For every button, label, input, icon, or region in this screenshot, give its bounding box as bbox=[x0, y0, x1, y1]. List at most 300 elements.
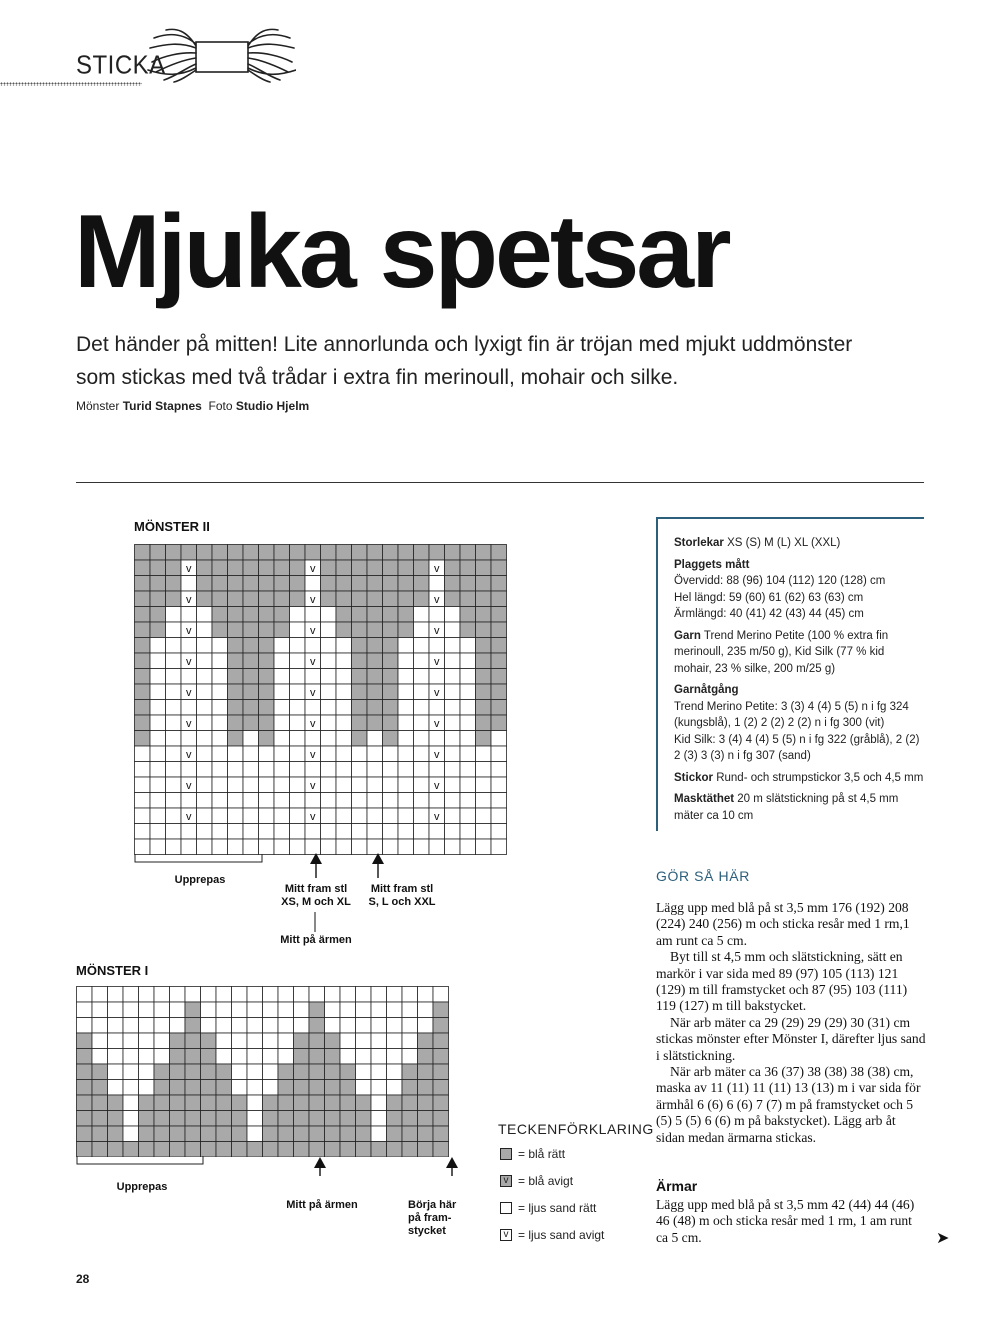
chart-cell bbox=[197, 622, 213, 638]
chart-cell bbox=[336, 576, 352, 592]
chart-cell bbox=[278, 987, 294, 1003]
chart-cell bbox=[228, 746, 244, 762]
chart-cell bbox=[228, 777, 244, 793]
chart-cell bbox=[398, 777, 414, 793]
chart-cell bbox=[414, 808, 430, 824]
chart-cell bbox=[367, 824, 383, 840]
chart-cell bbox=[150, 715, 166, 731]
chart2-label-b-line2: S, L och XXL bbox=[368, 896, 436, 908]
chart-cell bbox=[325, 1111, 341, 1127]
chart-cell bbox=[216, 1095, 232, 1111]
chart-cell bbox=[243, 777, 259, 793]
chart-cell bbox=[243, 607, 259, 623]
chart-cell bbox=[383, 700, 399, 716]
chart-cell bbox=[460, 560, 476, 576]
chart-cell bbox=[476, 545, 492, 561]
chart-cell bbox=[352, 607, 368, 623]
chart-cell bbox=[263, 1080, 279, 1096]
chart-cell bbox=[433, 1111, 449, 1127]
chart-cell bbox=[387, 1049, 403, 1065]
chart-cell bbox=[294, 1126, 310, 1142]
chart-cell bbox=[232, 1018, 248, 1034]
chart-cell bbox=[383, 731, 399, 747]
chart-cell bbox=[150, 684, 166, 700]
chart-cell bbox=[247, 1095, 263, 1111]
chart-cell bbox=[150, 777, 166, 793]
chart-cell bbox=[278, 1080, 294, 1096]
chart-cell bbox=[201, 1064, 217, 1080]
chart-cell bbox=[352, 777, 368, 793]
chart-cell bbox=[309, 1095, 325, 1111]
chart1-label-start-line2: på fram- bbox=[408, 1212, 452, 1224]
photo-label: Foto bbox=[208, 399, 233, 413]
chart-cell bbox=[232, 1111, 248, 1127]
chart-cell bbox=[321, 793, 337, 809]
chart-cell bbox=[108, 1002, 124, 1018]
chart-cell bbox=[367, 700, 383, 716]
chart-cell bbox=[243, 808, 259, 824]
chart-cell bbox=[367, 793, 383, 809]
chart-cell bbox=[123, 1126, 139, 1142]
chart-cell bbox=[123, 1033, 139, 1049]
chart-cell bbox=[402, 1111, 418, 1127]
chart-cell bbox=[108, 1049, 124, 1065]
chart-cell bbox=[92, 1095, 108, 1111]
consumption-line: Trend Merino Petite: 3 (3) 4 (4) 5 (5) n i fg 324 (kungsblå), 1 (2) 2 (2) 2 (2) n i fg 300 (vit) bbox=[674, 700, 909, 729]
pattern-author: Turid Stapnes bbox=[122, 399, 202, 413]
chart-cell bbox=[429, 762, 445, 778]
chart-cell bbox=[433, 1080, 449, 1096]
chart-cell bbox=[491, 762, 507, 778]
chart-cell bbox=[232, 987, 248, 1003]
howto-paragraph: När arb mäter ca 36 (37) 38 (38) 38 (38) cm, maska av 11 (11) 11 (11) 13 (13) m i var sida för ärmhål 6 (6) 6 (6) 7 (7) m på framstycket och 5 (5) 5 (5) 6 (6) m på bakstycket). Lägg arb åt sidan medan ärmarna stickas. bbox=[656, 1064, 921, 1145]
chart-cell bbox=[414, 777, 430, 793]
chart-cell bbox=[212, 622, 228, 638]
howto-title: GÖR SÅ HÄR bbox=[656, 868, 750, 884]
chart-cell bbox=[321, 824, 337, 840]
chart-cell bbox=[414, 607, 430, 623]
chart-cell bbox=[414, 715, 430, 731]
chart-cell bbox=[150, 669, 166, 685]
chart-cell bbox=[290, 576, 306, 592]
chart-cell bbox=[402, 1064, 418, 1080]
chart-cell bbox=[154, 1018, 170, 1034]
chart-cell bbox=[336, 746, 352, 762]
chart-cell bbox=[77, 1095, 93, 1111]
chart-cell bbox=[402, 1095, 418, 1111]
chart-cell bbox=[77, 1002, 93, 1018]
chart-cell bbox=[367, 808, 383, 824]
chart-cell bbox=[290, 545, 306, 561]
chart-cell bbox=[216, 1002, 232, 1018]
chart-cell bbox=[216, 1126, 232, 1142]
chart-cell bbox=[228, 824, 244, 840]
chart-cell bbox=[371, 987, 387, 1003]
chart-cell bbox=[305, 638, 321, 654]
chart-cell bbox=[445, 545, 461, 561]
chart-cell bbox=[197, 777, 213, 793]
chart-cell bbox=[274, 777, 290, 793]
chart-cell bbox=[445, 808, 461, 824]
chart-cell bbox=[166, 560, 182, 576]
chart-cell bbox=[232, 1002, 248, 1018]
chart-cell bbox=[402, 1002, 418, 1018]
chart-cell bbox=[325, 1033, 341, 1049]
chart-cell bbox=[108, 1126, 124, 1142]
chart-cell bbox=[243, 746, 259, 762]
chart-cell bbox=[371, 1064, 387, 1080]
chart-cell bbox=[274, 793, 290, 809]
chart-cell bbox=[491, 715, 507, 731]
legend-item bbox=[500, 1147, 565, 1161]
chart-cell bbox=[336, 622, 352, 638]
chart-cell bbox=[185, 1049, 201, 1065]
chart-cell bbox=[243, 715, 259, 731]
chart-cell bbox=[212, 793, 228, 809]
chart-cell bbox=[212, 700, 228, 716]
purl-mark: v bbox=[186, 593, 192, 606]
chart-cell bbox=[491, 746, 507, 762]
pattern-label: Mönster bbox=[76, 399, 120, 413]
chart-cell bbox=[491, 669, 507, 685]
chart-cell bbox=[476, 808, 492, 824]
armar-title: Ärmar bbox=[656, 1178, 698, 1194]
chart-cell bbox=[212, 607, 228, 623]
chart-cell bbox=[290, 715, 306, 731]
purl-mark: v bbox=[434, 748, 440, 761]
chart-cell bbox=[325, 1002, 341, 1018]
howto-paragraph: Lägg upp med blå på st 3,5 mm 176 (192) 208 (224) 240 (256) m och sticka resår med 1 rm,1 am runt ca 5 cm. bbox=[656, 900, 910, 948]
chart-cell bbox=[170, 1064, 186, 1080]
chart-cell bbox=[166, 824, 182, 840]
chart-cell bbox=[201, 1049, 217, 1065]
chart-cell bbox=[429, 669, 445, 685]
chart-cell bbox=[247, 1033, 263, 1049]
chart-cell bbox=[476, 762, 492, 778]
chart-cell bbox=[321, 591, 337, 607]
arrow-up-icon bbox=[372, 853, 384, 864]
chart-cell bbox=[445, 731, 461, 747]
chart-cell bbox=[476, 560, 492, 576]
chart-cell bbox=[139, 1002, 155, 1018]
chart-cell bbox=[139, 987, 155, 1003]
chart-cell bbox=[274, 715, 290, 731]
chart-cell bbox=[433, 1018, 449, 1034]
chart-cell bbox=[418, 1033, 434, 1049]
chart-cell bbox=[150, 545, 166, 561]
chart-cell bbox=[476, 591, 492, 607]
chart-cell bbox=[371, 1033, 387, 1049]
chart-cell bbox=[294, 1095, 310, 1111]
chart-cell bbox=[232, 1080, 248, 1096]
chart-cell bbox=[228, 715, 244, 731]
chart-cell bbox=[418, 1080, 434, 1096]
chart-cell bbox=[433, 1064, 449, 1080]
chart-cell bbox=[491, 684, 507, 700]
chart-cell bbox=[154, 1111, 170, 1127]
chart-cell bbox=[305, 669, 321, 685]
chart-cell bbox=[356, 1111, 372, 1127]
chart-cell bbox=[166, 700, 182, 716]
chart-cell bbox=[356, 1018, 372, 1034]
purl-mark: v bbox=[310, 717, 316, 730]
chart-cell bbox=[371, 1002, 387, 1018]
chart-cell bbox=[278, 1018, 294, 1034]
chart-cell bbox=[197, 684, 213, 700]
chart-cell bbox=[290, 762, 306, 778]
chart-cell bbox=[352, 731, 368, 747]
chart-cell bbox=[181, 607, 197, 623]
measure-line: Hel längd: 59 (60) 61 (62) 63 (63) cm bbox=[674, 591, 864, 604]
chart-cell bbox=[77, 987, 93, 1003]
chart-cell bbox=[201, 1095, 217, 1111]
chart-cell bbox=[321, 653, 337, 669]
chart-cell bbox=[274, 576, 290, 592]
chart-cell bbox=[367, 622, 383, 638]
chart-cell bbox=[398, 824, 414, 840]
chart-cell bbox=[445, 622, 461, 638]
chart-cell bbox=[139, 1095, 155, 1111]
chart-cell bbox=[325, 987, 341, 1003]
chart-cell bbox=[274, 824, 290, 840]
chart-cell bbox=[228, 684, 244, 700]
chart-cell bbox=[290, 684, 306, 700]
chart-cell bbox=[352, 622, 368, 638]
chart-cell bbox=[309, 1018, 325, 1034]
chart-cell bbox=[367, 777, 383, 793]
chart-cell bbox=[274, 700, 290, 716]
chart-cell bbox=[216, 1064, 232, 1080]
chart-cell bbox=[460, 808, 476, 824]
chart-cell bbox=[445, 777, 461, 793]
howto-body bbox=[656, 900, 926, 1146]
chart-cell bbox=[135, 653, 151, 669]
chart-cell bbox=[460, 731, 476, 747]
chart-cell bbox=[212, 746, 228, 762]
chart-cell bbox=[383, 607, 399, 623]
chart-cell bbox=[185, 1018, 201, 1034]
chart-cell bbox=[398, 793, 414, 809]
chart-cell bbox=[274, 591, 290, 607]
chart-cell bbox=[108, 987, 124, 1003]
purl-mark: v bbox=[434, 624, 440, 637]
chart-cell bbox=[259, 576, 275, 592]
chart2-title: MÖNSTER II bbox=[134, 519, 210, 534]
legend-item bbox=[500, 1228, 604, 1242]
chart-cell bbox=[243, 700, 259, 716]
chart-cell bbox=[290, 591, 306, 607]
chart-cell bbox=[108, 1064, 124, 1080]
chart-cell bbox=[259, 700, 275, 716]
chart-cell bbox=[371, 1080, 387, 1096]
chart-cell bbox=[321, 576, 337, 592]
chart-cell bbox=[228, 653, 244, 669]
chart-cell bbox=[367, 762, 383, 778]
chart-cell bbox=[181, 793, 197, 809]
chart-cell bbox=[367, 560, 383, 576]
chart-cell bbox=[77, 1111, 93, 1127]
chart-cell bbox=[259, 591, 275, 607]
chart-cell bbox=[356, 1126, 372, 1142]
chart-cell bbox=[445, 560, 461, 576]
chart-cell bbox=[166, 808, 182, 824]
chart-cell bbox=[352, 684, 368, 700]
chart-cell bbox=[212, 560, 228, 576]
chart-cell bbox=[460, 622, 476, 638]
chart-cell bbox=[243, 762, 259, 778]
purl-mark: v bbox=[310, 655, 316, 668]
info-box bbox=[656, 517, 924, 831]
purl-mark: v bbox=[186, 624, 192, 637]
chart-cell bbox=[336, 762, 352, 778]
chart-cell bbox=[305, 824, 321, 840]
chart-cell bbox=[383, 824, 399, 840]
chart-cell bbox=[135, 746, 151, 762]
chart-cell bbox=[166, 607, 182, 623]
howto-paragraph: Byt till st 4,5 mm och slätstickning, sätt en markör i var sida med 89 (97) 105 (113) 121 (129) m till framstycket och 87 (95) 103 (111) 119 (127) m till bakstycket. bbox=[656, 949, 908, 1014]
chart-cell bbox=[197, 700, 213, 716]
chart-cell bbox=[181, 824, 197, 840]
chart-cell bbox=[460, 638, 476, 654]
chart-cell bbox=[387, 1018, 403, 1034]
chart-cell bbox=[398, 591, 414, 607]
chart-cell bbox=[274, 560, 290, 576]
chart-cell bbox=[491, 576, 507, 592]
chart-cell bbox=[491, 638, 507, 654]
chart-cell bbox=[371, 1018, 387, 1034]
chart-cell bbox=[476, 653, 492, 669]
chart-cell bbox=[154, 1126, 170, 1142]
chart-cell bbox=[367, 545, 383, 561]
chart-cell bbox=[352, 653, 368, 669]
chart1-label-start bbox=[408, 1199, 468, 1238]
sizes-label: Storlekar bbox=[674, 537, 724, 549]
chart-cell bbox=[263, 1033, 279, 1049]
chart-cell bbox=[154, 1033, 170, 1049]
chart-cell bbox=[228, 808, 244, 824]
chart-cell bbox=[259, 824, 275, 840]
chart-cell bbox=[383, 653, 399, 669]
chart2-label-a-line1: Mitt fram stl bbox=[284, 883, 348, 895]
chart-cell bbox=[356, 1064, 372, 1080]
chart-cell bbox=[398, 560, 414, 576]
chart-cell bbox=[352, 560, 368, 576]
chart-cell bbox=[460, 824, 476, 840]
chart-cell bbox=[247, 1064, 263, 1080]
chart-cell bbox=[387, 1080, 403, 1096]
lead-paragraph: Det händer på mitten! Lite annorlunda och lyxigt fin är tröjan med mjukt uddmönster som stickas med två trådar i extra fin merinoull, mohair och silke. bbox=[76, 333, 853, 389]
chart-cell bbox=[460, 545, 476, 561]
chart-cell bbox=[139, 1033, 155, 1049]
chart-cell bbox=[185, 1126, 201, 1142]
chart-cell bbox=[216, 987, 232, 1003]
chart-cell bbox=[197, 560, 213, 576]
chart-cell bbox=[383, 762, 399, 778]
chart-cell bbox=[491, 653, 507, 669]
chart-cell bbox=[460, 607, 476, 623]
chart-cell bbox=[181, 545, 197, 561]
chart-cell bbox=[274, 607, 290, 623]
chart-cell bbox=[321, 638, 337, 654]
chart-cell bbox=[321, 808, 337, 824]
chart-cell bbox=[429, 607, 445, 623]
chart-cell bbox=[108, 1095, 124, 1111]
chart-cell bbox=[491, 777, 507, 793]
legend-swatch: v bbox=[500, 1175, 512, 1187]
chart-cell bbox=[243, 591, 259, 607]
chart-cell bbox=[232, 1095, 248, 1111]
chart-cell bbox=[321, 746, 337, 762]
chart-cell bbox=[371, 1095, 387, 1111]
chart-cell bbox=[243, 669, 259, 685]
chart-cell bbox=[77, 1126, 93, 1142]
chart-cell bbox=[170, 987, 186, 1003]
chart-cell bbox=[352, 746, 368, 762]
chart-cell bbox=[247, 1080, 263, 1096]
chart-cell bbox=[243, 793, 259, 809]
chart-cell bbox=[414, 576, 430, 592]
chart-cell bbox=[274, 638, 290, 654]
chart-cell bbox=[460, 746, 476, 762]
chart-cell bbox=[445, 638, 461, 654]
chart-cell bbox=[259, 777, 275, 793]
chart-cell bbox=[77, 1033, 93, 1049]
chart-cell bbox=[460, 777, 476, 793]
chart-cell bbox=[383, 545, 399, 561]
chart-cell bbox=[433, 1033, 449, 1049]
chart-cell bbox=[212, 824, 228, 840]
chart-cell bbox=[135, 669, 151, 685]
chart-cell bbox=[185, 1064, 201, 1080]
chart-cell bbox=[259, 793, 275, 809]
chart-cell bbox=[243, 560, 259, 576]
chart-cell bbox=[263, 1049, 279, 1065]
purl-mark: v bbox=[186, 748, 192, 761]
purl-mark: v bbox=[186, 655, 192, 668]
chart-cell bbox=[243, 576, 259, 592]
chart-cell bbox=[259, 731, 275, 747]
chart-cell bbox=[352, 591, 368, 607]
chart-cell bbox=[414, 545, 430, 561]
chart-cell bbox=[418, 1126, 434, 1142]
chart-cell bbox=[429, 700, 445, 716]
chart-cell bbox=[387, 1095, 403, 1111]
chart-cell bbox=[259, 545, 275, 561]
chart-cell bbox=[154, 1064, 170, 1080]
chart-cell bbox=[402, 1080, 418, 1096]
chart-cell bbox=[166, 777, 182, 793]
chart-cell bbox=[232, 1126, 248, 1142]
chart-cell bbox=[491, 793, 507, 809]
chart-cell bbox=[150, 607, 166, 623]
chart-cell bbox=[135, 793, 151, 809]
chart-cell bbox=[77, 1064, 93, 1080]
chart1-label-mid: Mitt på ärmen bbox=[286, 1199, 358, 1211]
chart-cell bbox=[212, 762, 228, 778]
chart-cell bbox=[309, 1033, 325, 1049]
chart1-annotations bbox=[76, 1154, 476, 1180]
legend-item bbox=[500, 1201, 596, 1215]
chart-cell bbox=[352, 576, 368, 592]
chart-cell bbox=[356, 1033, 372, 1049]
chart-cell bbox=[336, 700, 352, 716]
chart-cell bbox=[259, 762, 275, 778]
chart-cell bbox=[352, 793, 368, 809]
purl-mark: v bbox=[434, 593, 440, 606]
chart-cell bbox=[259, 607, 275, 623]
chart-cell bbox=[476, 669, 492, 685]
chart-cell bbox=[433, 1095, 449, 1111]
